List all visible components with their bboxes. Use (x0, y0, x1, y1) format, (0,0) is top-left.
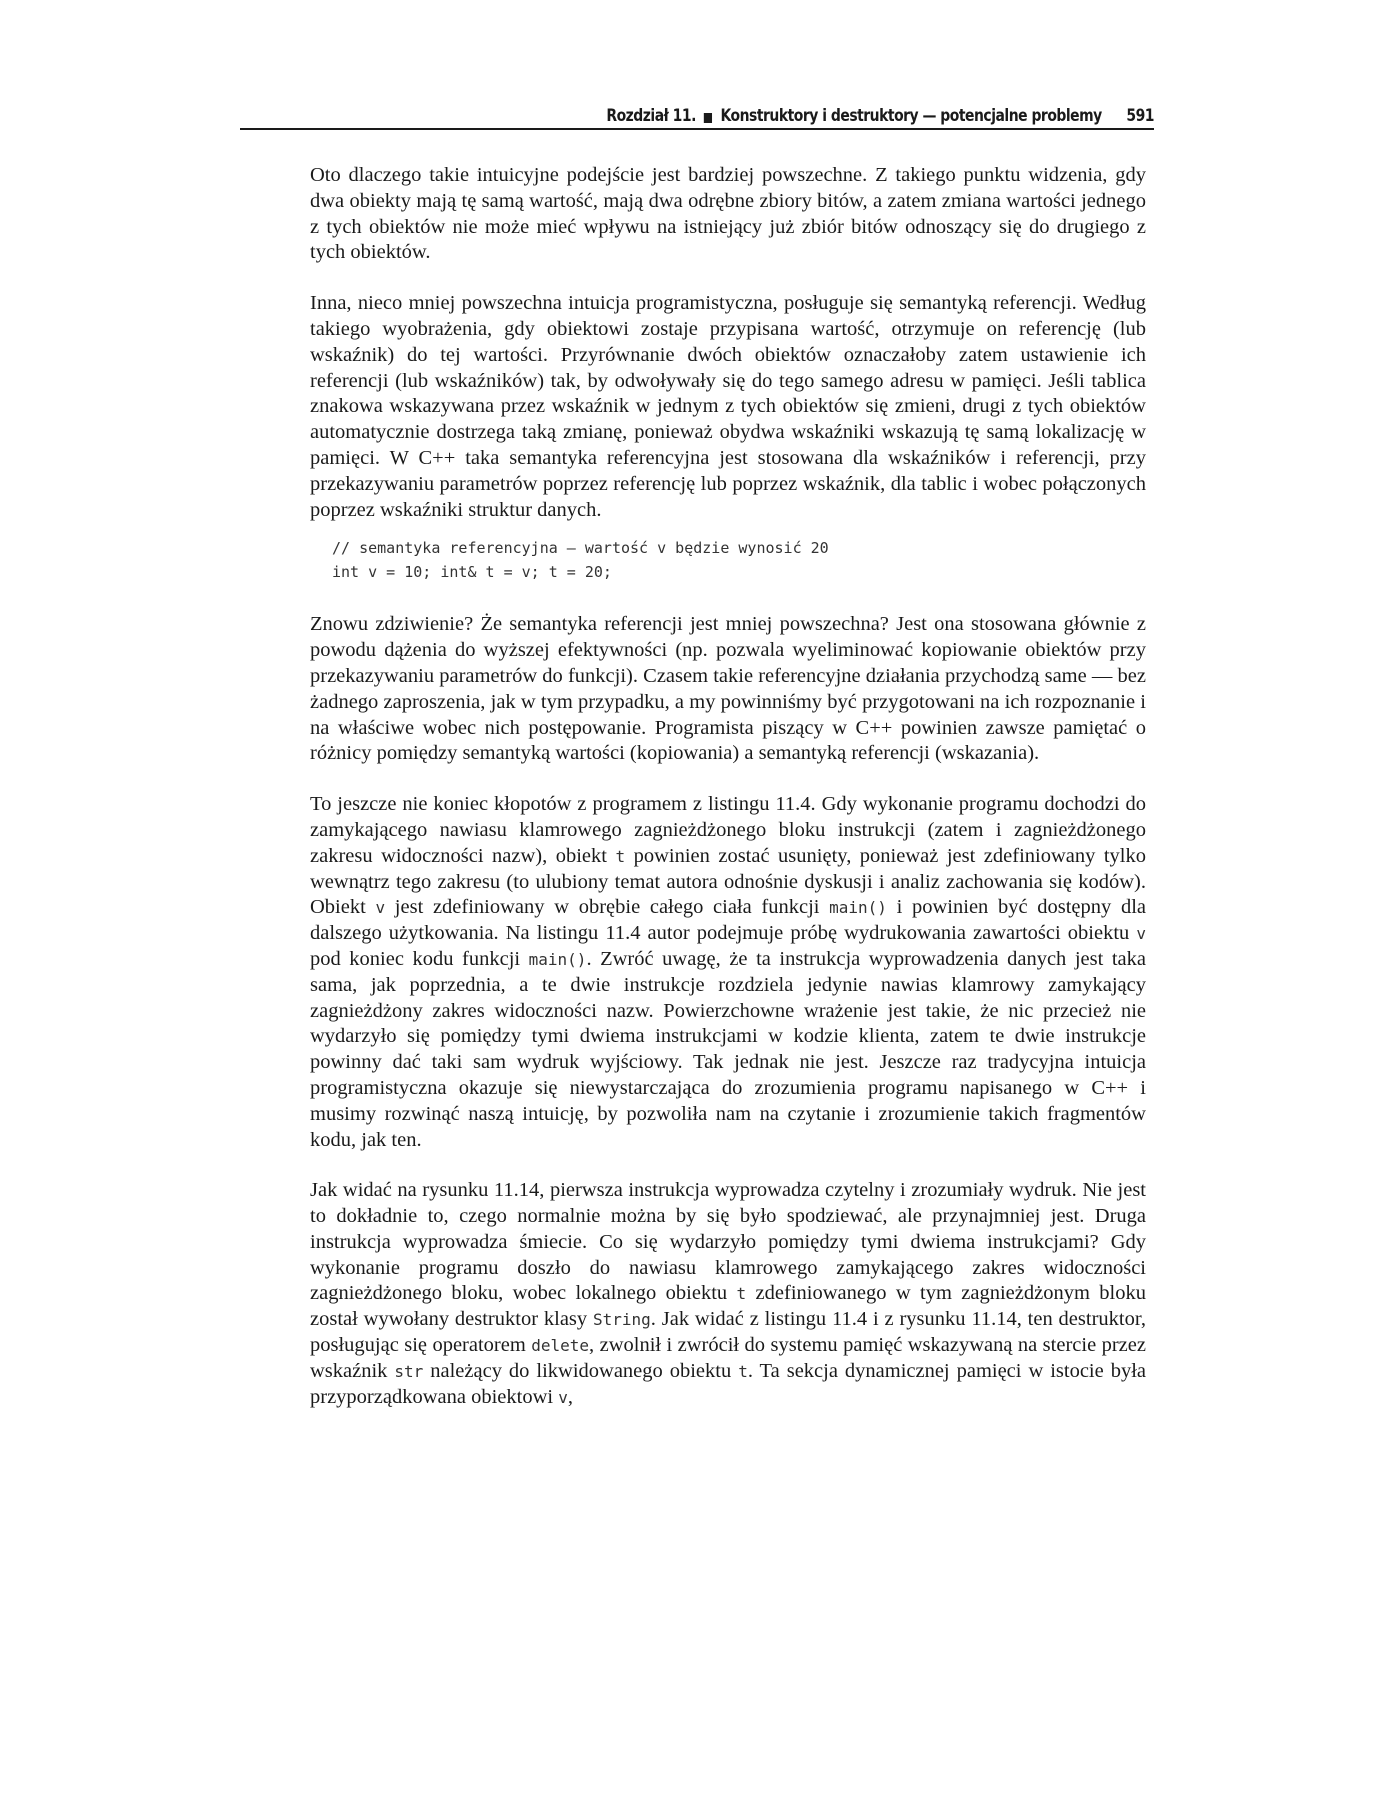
inline-code: String (592, 1310, 651, 1330)
page-number: 591 (1126, 106, 1154, 126)
text-run: Jak widać na rysunku 11.14, pierwsza instrukcja wyprowadza czytelny i zrozumiały wydruk. Nie jest to dokładnie to, czego normalnie można by się było spodziewać, ale przynajmniej jest. Druga instrukcja wyprowadza śmiecie. Co się wydarzyło pomiędzy tymi dwiema instrukcjami? Gdy wykonanie programu doszło do nawiasu klamrowego zamykającego zakres widoczności zagnieżdżonego bloku, wobec lokalnego obiektu (310, 1179, 1146, 1305)
text-run: , zwolnił i zwrócił do systemu pamięć wskazywaną na stercie przez wskaźnik (310, 1334, 1146, 1382)
text-run: jest zdefiniowany w obrębie całego ciała funkcji (385, 896, 830, 919)
inline-code: str (394, 1361, 424, 1381)
text-run: i powinien być dostępny dla dalszego użytkowania. Na listingu 11.4 autor podejmuje próbę wydrukowania zawartości obiektu (310, 896, 1147, 945)
chapter-label: Rozdział 11. (606, 106, 696, 126)
inline-code: v (558, 1387, 568, 1407)
inline-code: delete (531, 1336, 590, 1356)
text-run: powinien zostać usunięty, ponieważ jest zdefiniowany tylko wewnątrz tego zakresu (to ulubiony temat autora odnośnie dyskusji i analiz zachowania się kodów). Obiekt (310, 844, 1146, 919)
inline-code: t (615, 846, 626, 866)
body-text (310, 163, 1146, 1435)
inline-code: main() (528, 949, 587, 969)
inline-code: main() (829, 898, 887, 918)
code-line-2: int v = 10; int& t = v; t = 20; (332, 563, 612, 582)
chapter-title: Konstruktory i destruktory — potencjalne problemy (720, 106, 1102, 126)
paragraph-5 (310, 1178, 1146, 1410)
code-block (332, 536, 1146, 584)
inline-code: v (375, 898, 386, 918)
text-run: należący do likwidowanego obiektu (423, 1359, 739, 1382)
paragraph-3: Znowu zdziwienie? Że semantyka referencji jest mniej powszechna? Jest ona stosowana głównie z powodu dążenia do wyższej efektywności (np. pozwala wyeliminować kopiowanie obiektów przy przekazywaniu parametrów do funkcji). Czasem takie referencyjne działania przychodzą same — bez żadnego zaproszenia, jak w tym przypadku, a my powinniśmy być przygotowani na ich rozpoznanie i na właściwe wobec nich postępowanie. Programista piszący w C++ powinien zawsze pamiętać o różnicy pomiędzy semantyką wartości (kopiowania) a semantyką referencji (wskazania). (310, 613, 1146, 765)
square-bullet-icon (704, 113, 712, 123)
inline-code: t (736, 1284, 747, 1304)
text-run: zdefiniowanego w tym zagnieżdżonym bloku został wywołany destruktor klasy (310, 1282, 1146, 1331)
code-line-1: // semantyka referencyjna — wartość v będzie wynosić 20 (332, 539, 829, 558)
text-run: pod koniec kodu funkcji (310, 947, 529, 970)
inline-code: v (1136, 924, 1146, 944)
text-run: To jeszcze nie koniec kłopotów z programem z listingu 11.4. Gdy wykonanie programu dochodzi do zamykającego nawiasu klamrowego zagnieżdżonego bloku instrukcji (zatem i zagnieżdżonego zakresu widoczności nazw), obiekt (310, 793, 1146, 867)
inline-code: t (738, 1361, 748, 1381)
running-header (405, 96, 1154, 126)
paragraph-2: Inna, nieco mniej powszechna intuicja programistyczna, posługuje się semantyką referencji. Według takiego wyobrażenia, gdy obiektowi zostaje przypisana wartość, otrzymuje on referencję (lub wskaźnik) do tej wartości. Przyrównanie dwóch obiektów oznaczałoby zatem ustawienie ich referencji (lub wskaźników) tak, by odwoływały się do tego samego adresu w pamięci. Jeśli tablica znakowa wskazywana przez wskaźnik w jednym z tych obiektów się zmieni, drugi z tych obiektów automatycznie dostrzega taką zmianę, ponieważ obydwa wskaźniki wskazują tę samą lokalizację w pamięci. W C++ taka semantyka referencyjna jest stosowana dla wskaźników i referencji, przy przekazywaniu parametrów poprzez referencję lub poprzez wskaźnik, dla tablic i wobec połączonych poprzez wskaźniki struktur danych. (310, 292, 1146, 521)
paragraph-4 (310, 792, 1146, 1153)
paragraph-1: Oto dlaczego takie intuicyjne podejście jest bardziej powszechne. Z takiego punktu widzenia, gdy dwa obiekty mają tę samą wartość, mają dwa odrębne zbiory bitów, a zatem zmiana wartości jednego z tych obiektów nie może mieć wpływu na istniejący już zbiór bitów odnoszący się do drugiego z tych obiektów. (310, 164, 1146, 264)
text-run: . Jak widać z listingu 11.4 i z rysunku 11.14, ten destruktor, posługując się operatorem (310, 1308, 1146, 1357)
text-run: , (567, 1385, 573, 1408)
header-rule (240, 128, 1154, 130)
text-run: . Ta sekcja dynamicznej pamięci w istocie była przyporządkowana obiektowi (310, 1359, 1146, 1408)
text-run: . Zwróć uwagę, że ta instrukcja wyprowadzenia danych jest taka sama, jak poprzednia, a te dwie instrukcje rozdziela jedynie nawias klamrowy zamykający zagnieżdżony zakres widoczności nazw. Powierzchowne wrażenie jest takie, że nic przecież nie wydarzyło się pomiędzy tymi dwiema instrukcjami w kodzie klienta, zatem te dwie instrukcje powinny dać taki sam wydruk wyjściowy. Tak jednak nie jest. Jeszcze raz tradycyjna intuicja programistyczna okazuje się niewystarczająca do zrozumienia programu napisanego w C++ i musimy rozwinąć naszą intuicję, by pozwoliła nam na czytanie i zrozumienie takich fragmentów kodu, jak ten. (310, 947, 1146, 1151)
